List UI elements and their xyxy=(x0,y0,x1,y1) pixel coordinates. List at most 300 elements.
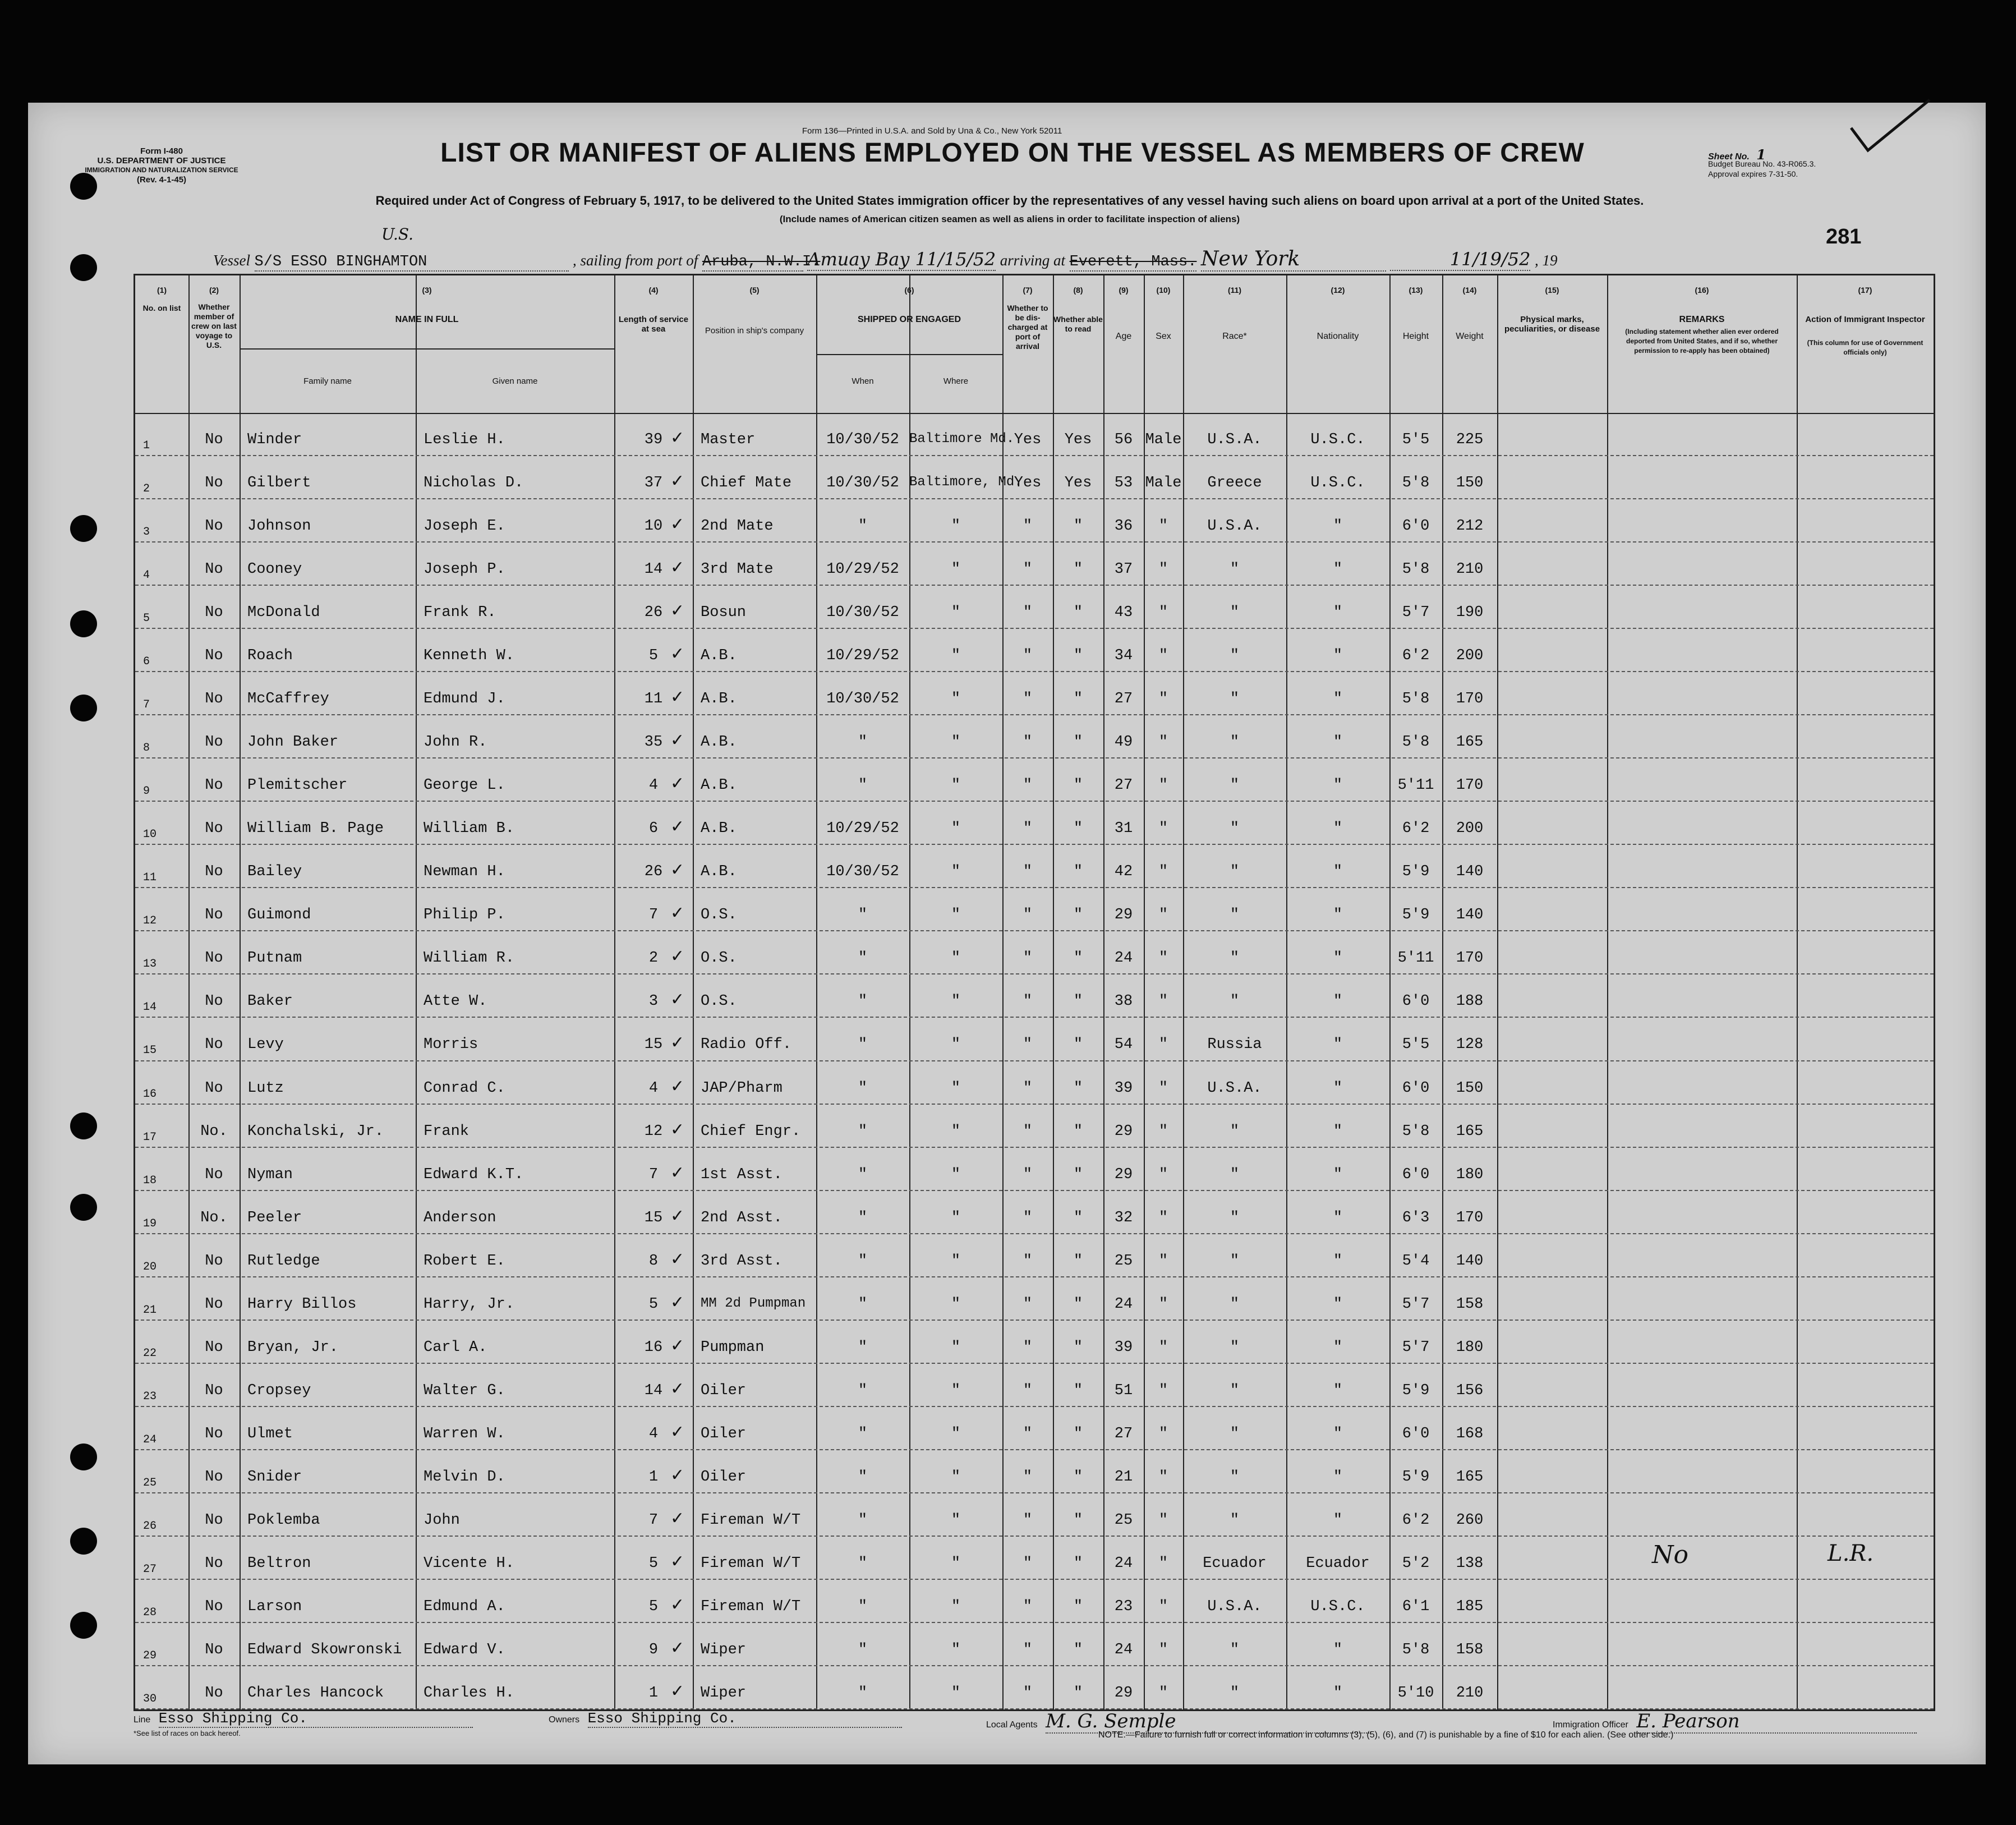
cell-given-name: George L. xyxy=(424,777,505,794)
cell-weight: 225 xyxy=(1456,431,1484,449)
cell-sex: " xyxy=(1158,1511,1168,1529)
cell-shipped-when: " xyxy=(858,518,868,535)
tick-icon: ✓ xyxy=(670,644,685,664)
subheader-divider xyxy=(240,348,614,350)
cell-given-name: Warren W. xyxy=(424,1425,505,1442)
cell-given-name: Harry, Jr. xyxy=(424,1295,515,1313)
cell-shipped-when: " xyxy=(858,1684,868,1702)
cell-position: Wiper xyxy=(701,1641,747,1658)
cell-nationality: " xyxy=(1333,518,1343,535)
row-number: 3 xyxy=(143,526,150,539)
cell-able-to-read: " xyxy=(1073,604,1083,622)
cell-crew-status: No xyxy=(205,604,223,622)
vessel-line xyxy=(213,225,1558,272)
row-number: 22 xyxy=(143,1346,157,1360)
cell-weight: 165 xyxy=(1456,1468,1484,1486)
header-discharged: Whether to be dis-charged at port of arrival xyxy=(1007,304,1048,351)
cell-shipped-when: " xyxy=(858,1382,868,1399)
officer-label: Immigration Officer xyxy=(1553,1720,1628,1730)
cell-sex: " xyxy=(1158,561,1168,578)
cell-given-name: Newman H. xyxy=(424,863,505,881)
cell-discharged: " xyxy=(1023,950,1033,967)
cell-able-to-read: " xyxy=(1073,1555,1083,1572)
cell-weight: 185 xyxy=(1456,1598,1484,1615)
cell-sex: Male xyxy=(1145,475,1182,492)
cell-family-name: Baker xyxy=(247,993,293,1010)
table-row xyxy=(135,1234,1934,1277)
cell-age: 24 xyxy=(1114,950,1133,967)
cell-age: 27 xyxy=(1114,691,1133,708)
cell-crew-status: No. xyxy=(200,1123,228,1140)
vessel-label: Vessel xyxy=(213,252,250,269)
cell-family-name: Cropsey xyxy=(247,1382,311,1399)
row-number: 17 xyxy=(143,1130,157,1144)
cell-weight: 150 xyxy=(1456,475,1484,492)
cell-shipped-when: " xyxy=(858,1641,868,1658)
cell-length-of-service: 8 xyxy=(648,1252,659,1270)
cell-discharged: " xyxy=(1023,691,1033,708)
cell-race: " xyxy=(1230,561,1240,578)
cell-height: 5'8 xyxy=(1402,1641,1430,1658)
cell-sex: " xyxy=(1158,1295,1168,1313)
cell-race: U.S.A. xyxy=(1207,1598,1262,1615)
cell-crew-status: No xyxy=(205,1425,223,1442)
cell-position: Oiler xyxy=(701,1382,747,1399)
table-row xyxy=(135,802,1934,845)
cell-shipped-where: " xyxy=(951,1295,961,1313)
cell-weight: 180 xyxy=(1456,1166,1484,1183)
cell-nationality: " xyxy=(1333,1511,1343,1529)
column-number-12: (12) xyxy=(1331,286,1345,295)
cell-given-name: Conrad C. xyxy=(424,1079,505,1097)
cell-discharged: " xyxy=(1023,1684,1033,1702)
cell-crew-status: No xyxy=(205,1295,223,1313)
cell-given-name: Walter G. xyxy=(424,1382,505,1399)
cell-nationality: " xyxy=(1333,863,1343,881)
cell-nationality: U.S.C. xyxy=(1310,475,1365,492)
cell-length-of-service: 5 xyxy=(648,1555,659,1572)
cell-family-name: Bryan, Jr. xyxy=(247,1339,339,1356)
cell-height: 6'0 xyxy=(1402,518,1430,535)
cell-able-to-read: " xyxy=(1073,561,1083,578)
cell-family-name: William B. Page xyxy=(247,820,384,838)
cell-length-of-service: 4 xyxy=(648,1079,659,1097)
cell-family-name: Guimond xyxy=(247,907,311,924)
cell-weight: 156 xyxy=(1456,1382,1484,1399)
header-remarks: REMARKS xyxy=(1679,315,1725,324)
cell-family-name: Lutz xyxy=(247,1079,284,1097)
cell-position: A.B. xyxy=(701,647,737,665)
cell-weight: 188 xyxy=(1456,993,1484,1010)
page-title: LIST OR MANIFEST OF ALIENS EMPLOYED ON THE VESSEL AS MEMBERS OF CREW xyxy=(440,138,1585,168)
cell-crew-status: No xyxy=(205,691,223,708)
cell-sex: " xyxy=(1158,604,1168,622)
approval-expiry: Approval expires 7-31-50. xyxy=(1708,169,1798,178)
cell-position: O.S. xyxy=(701,907,737,924)
cell-nationality: " xyxy=(1333,734,1343,751)
header-name-in-full: NAME IN FULL xyxy=(395,315,459,324)
arrival-date-handwritten: 11/19/52 xyxy=(1390,249,1530,271)
row-number: 16 xyxy=(143,1087,157,1101)
row-number: 15 xyxy=(143,1044,157,1058)
header-list-number: No. on list xyxy=(142,304,181,312)
row-number: 25 xyxy=(143,1476,157,1490)
owners-label: Owners xyxy=(549,1715,580,1725)
cell-weight: 138 xyxy=(1456,1555,1484,1572)
tick-icon: ✓ xyxy=(670,1378,685,1399)
cell-able-to-read: " xyxy=(1073,777,1083,794)
tick-icon: ✓ xyxy=(670,1162,685,1183)
cell-weight: 158 xyxy=(1456,1295,1484,1313)
cell-sex: " xyxy=(1158,1641,1168,1658)
cell-nationality: " xyxy=(1333,1166,1343,1183)
cell-discharged: " xyxy=(1023,863,1033,881)
cell-age: 56 xyxy=(1114,431,1133,449)
cell-position: A.B. xyxy=(701,820,737,838)
cell-given-name: Joseph P. xyxy=(424,561,505,578)
punch-hole xyxy=(70,695,97,721)
cell-discharged: " xyxy=(1023,1166,1033,1183)
cell-crew-status: No xyxy=(205,863,223,881)
cell-able-to-read: " xyxy=(1073,1511,1083,1529)
column-number-8: (8) xyxy=(1073,286,1083,295)
cell-position: O.S. xyxy=(701,993,737,1010)
cell-length-of-service: 14 xyxy=(644,1382,663,1399)
table-row xyxy=(135,413,1934,456)
cell-age: 51 xyxy=(1114,1382,1133,1399)
cell-nationality: U.S.C. xyxy=(1310,431,1365,449)
cell-race: " xyxy=(1230,1166,1240,1183)
agents-label: Local Agents xyxy=(986,1720,1038,1730)
cell-shipped-when: " xyxy=(858,1079,868,1097)
cell-height: 6'2 xyxy=(1402,820,1430,838)
cell-able-to-read: " xyxy=(1073,820,1083,838)
cell-family-name: Cooney xyxy=(247,561,302,578)
cell-discharged: " xyxy=(1023,1598,1033,1615)
cell-shipped-where: " xyxy=(951,863,961,881)
punch-hole xyxy=(70,515,97,542)
cell-shipped-where: " xyxy=(951,1209,961,1226)
cell-nationality: " xyxy=(1333,1123,1343,1140)
cell-crew-status: No xyxy=(205,1382,223,1399)
cell-crew-status: No xyxy=(205,820,223,838)
cell-discharged: " xyxy=(1023,561,1033,578)
cell-given-name: Morris xyxy=(424,1036,478,1054)
table-row xyxy=(135,1623,1934,1666)
cell-sex: " xyxy=(1158,734,1168,751)
cell-nationality: " xyxy=(1333,561,1343,578)
cell-age: 29 xyxy=(1114,1123,1133,1140)
cell-sex: " xyxy=(1158,1468,1168,1486)
cell-remarks: No xyxy=(1652,1540,1688,1569)
cell-crew-status: No xyxy=(205,518,223,535)
cell-height: 5'9 xyxy=(1402,1382,1430,1399)
cell-weight: 170 xyxy=(1456,777,1484,794)
cell-age: 25 xyxy=(1114,1511,1133,1529)
cell-height: 6'0 xyxy=(1402,1166,1430,1183)
row-number: 4 xyxy=(143,569,150,582)
cell-able-to-read: " xyxy=(1073,1252,1083,1270)
table-row xyxy=(135,1321,1934,1364)
cell-sex: " xyxy=(1158,777,1168,794)
cell-shipped-where: Baltimore Md. xyxy=(909,431,1015,447)
cell-crew-status: No xyxy=(205,993,223,1010)
cell-sex: " xyxy=(1158,993,1168,1010)
tick-icon: ✓ xyxy=(670,1292,685,1312)
cell-family-name: McCaffrey xyxy=(247,691,329,708)
cell-given-name: Frank R. xyxy=(424,604,496,622)
agents-value: M. G. Semple xyxy=(1046,1710,1371,1734)
row-number: 2 xyxy=(143,482,150,496)
table-row xyxy=(135,1191,1934,1234)
table-row xyxy=(135,931,1934,974)
cell-height: 5'7 xyxy=(1402,1339,1430,1356)
cell-shipped-where: " xyxy=(951,820,961,838)
punch-hole xyxy=(70,1612,97,1639)
cell-given-name: Edmund A. xyxy=(424,1598,505,1615)
cell-discharged: " xyxy=(1023,993,1033,1010)
cell-discharged: " xyxy=(1023,1555,1033,1572)
arriving-port: Everett, Mass. xyxy=(1069,254,1197,270)
cell-shipped-when: 10/30/52 xyxy=(826,475,899,492)
cell-position: Pumpman xyxy=(701,1339,765,1356)
cell-race: U.S.A. xyxy=(1207,1079,1262,1097)
cell-position: A.B. xyxy=(701,777,737,794)
cell-height: 5'4 xyxy=(1402,1252,1430,1270)
cell-shipped-where: " xyxy=(951,993,961,1010)
cell-shipped-when: 10/30/52 xyxy=(826,863,899,881)
sailing-label: , sailing from port of xyxy=(573,252,698,269)
table-row xyxy=(135,888,1934,931)
cell-sex: " xyxy=(1158,1036,1168,1054)
officer-value: E. Pearson xyxy=(1636,1710,1917,1734)
column-number-3: (3) xyxy=(422,286,432,295)
cell-able-to-read: Yes xyxy=(1064,475,1092,492)
crew-table xyxy=(134,274,1935,1711)
cell-position: 1st Asst. xyxy=(701,1166,783,1183)
row-number: 26 xyxy=(143,1519,157,1533)
cell-height: 5'5 xyxy=(1402,1036,1430,1054)
row-number: 29 xyxy=(143,1649,157,1662)
cell-age: 27 xyxy=(1114,777,1133,794)
cell-able-to-read: " xyxy=(1073,907,1083,924)
cell-shipped-where: " xyxy=(951,1555,961,1572)
cell-crew-status: No xyxy=(205,777,223,794)
cell-height: 5'9 xyxy=(1402,1468,1430,1486)
cell-discharged: " xyxy=(1023,647,1033,665)
cell-able-to-read: " xyxy=(1073,1468,1083,1486)
row-number: 8 xyxy=(143,742,150,755)
column-number-11: (11) xyxy=(1227,286,1242,295)
cell-length-of-service: 35 xyxy=(644,734,663,751)
tick-icon: ✓ xyxy=(670,1681,685,1701)
cell-length-of-service: 15 xyxy=(644,1036,663,1054)
cell-nationality: " xyxy=(1333,1295,1343,1313)
column-number-7: (7) xyxy=(1023,286,1033,295)
cell-position: A.B. xyxy=(701,863,737,881)
column-number-15: (15) xyxy=(1545,286,1559,295)
cell-weight: 260 xyxy=(1456,1511,1484,1529)
punch-hole xyxy=(70,1113,97,1139)
tick-icon: ✓ xyxy=(670,1465,685,1485)
cell-shipped-when: " xyxy=(858,734,868,751)
cell-discharged: " xyxy=(1023,1468,1033,1486)
vessel-handwritten: U.S. xyxy=(381,225,414,243)
cell-able-to-read: Yes xyxy=(1064,431,1092,449)
cell-sex: " xyxy=(1158,1123,1168,1140)
cell-given-name: Charles H. xyxy=(424,1684,515,1702)
tick-icon: ✓ xyxy=(670,1422,685,1442)
cell-given-name: John xyxy=(424,1511,460,1529)
cell-discharged: " xyxy=(1023,1252,1033,1270)
cell-discharged: Yes xyxy=(1014,431,1042,449)
cell-position: Chief Mate xyxy=(701,475,792,492)
cell-weight: 190 xyxy=(1456,604,1484,622)
cell-discharged: " xyxy=(1023,1209,1033,1226)
sailing-port: Aruba, N.W.I. xyxy=(702,254,821,270)
cell-race: Greece xyxy=(1207,475,1262,492)
cell-race: " xyxy=(1230,1382,1240,1399)
cell-sex: " xyxy=(1158,1252,1168,1270)
punch-hole xyxy=(70,1444,97,1470)
cell-length-of-service: 15 xyxy=(644,1209,663,1226)
cell-weight: 212 xyxy=(1456,518,1484,535)
cell-shipped-where: " xyxy=(951,734,961,751)
tick-icon: ✓ xyxy=(670,1594,685,1615)
cell-family-name: Plemitscher xyxy=(247,777,348,794)
service: IMMIGRATION AND NATURALIZATION SERVICE xyxy=(85,166,238,174)
row-number: 19 xyxy=(143,1217,157,1230)
cell-shipped-when: 10/30/52 xyxy=(826,691,899,708)
cell-given-name: Edmund J. xyxy=(424,691,505,708)
punch-hole xyxy=(70,610,97,637)
cell-crew-status: No xyxy=(205,1555,223,1572)
cell-able-to-read: " xyxy=(1073,691,1083,708)
cell-nationality: " xyxy=(1333,993,1343,1010)
cell-crew-status: No xyxy=(205,1598,223,1615)
cell-height: 6'0 xyxy=(1402,1425,1430,1442)
cell-family-name: Harry Billos xyxy=(247,1295,357,1313)
cell-nationality: Ecuador xyxy=(1306,1555,1370,1572)
cell-position: Bosun xyxy=(701,604,747,622)
arriving-port-handwritten: New York xyxy=(1201,247,1386,272)
cell-race: " xyxy=(1230,1209,1240,1226)
row-number: 6 xyxy=(143,655,150,669)
cell-sex: Male xyxy=(1145,431,1182,449)
tick-icon: ✓ xyxy=(670,1335,685,1355)
tick-icon: ✓ xyxy=(670,1076,685,1096)
cell-given-name: Anderson xyxy=(424,1209,496,1226)
row-number: 21 xyxy=(143,1303,157,1317)
cell-discharged: " xyxy=(1023,518,1033,535)
cell-nationality: " xyxy=(1333,1339,1343,1356)
cell-height: 6'2 xyxy=(1402,647,1430,665)
cell-race: " xyxy=(1230,1641,1240,1658)
cell-family-name: Edward Skowronski xyxy=(247,1641,402,1658)
cell-shipped-when: " xyxy=(858,1209,868,1226)
cell-race: " xyxy=(1230,950,1240,967)
cell-length-of-service: 1 xyxy=(648,1468,659,1486)
tick-icon: ✓ xyxy=(670,687,685,707)
punch-hole xyxy=(70,1528,97,1555)
cell-given-name: Joseph E. xyxy=(424,518,505,535)
cell-height: 6'0 xyxy=(1402,993,1430,1010)
cell-sex: " xyxy=(1158,1209,1168,1226)
cell-nationality: " xyxy=(1333,647,1343,665)
cell-nationality: " xyxy=(1333,1036,1343,1054)
cell-weight: 180 xyxy=(1456,1339,1484,1356)
cell-position: O.S. xyxy=(701,950,737,967)
header-position: Position in ship's company xyxy=(705,326,804,335)
cell-sex: " xyxy=(1158,1598,1168,1615)
cell-crew-status: No xyxy=(205,1511,223,1529)
cell-position: A.B. xyxy=(701,691,737,708)
cell-race: " xyxy=(1230,1339,1240,1356)
cell-length-of-service: 5 xyxy=(648,1295,659,1313)
header-shipped-engaged: SHIPPED OR ENGAGED xyxy=(857,315,961,324)
tick-icon: ✓ xyxy=(670,946,685,967)
column-number-17: (17) xyxy=(1858,286,1872,295)
header-race: Race* xyxy=(1222,332,1247,341)
cell-family-name: Larson xyxy=(247,1598,302,1615)
cell-age: 39 xyxy=(1114,1339,1133,1356)
cell-family-name: Putnam xyxy=(247,950,302,967)
cell-age: 31 xyxy=(1114,820,1133,838)
sheet-label: Sheet No. xyxy=(1708,152,1750,162)
cell-family-name: Rutledge xyxy=(247,1252,320,1270)
cell-discharged: " xyxy=(1023,1382,1033,1399)
cell-nationality: " xyxy=(1333,604,1343,622)
cell-discharged: " xyxy=(1023,907,1033,924)
column-number-4: (4) xyxy=(648,286,659,295)
cell-age: 42 xyxy=(1114,863,1133,881)
cell-crew-status: No xyxy=(205,1252,223,1270)
punch-hole xyxy=(70,1194,97,1221)
cell-length-of-service: 5 xyxy=(648,1598,659,1615)
cell-shipped-where: " xyxy=(951,1425,961,1442)
form-identification xyxy=(77,146,246,185)
cell-shipped-when: " xyxy=(858,777,868,794)
cell-weight: 140 xyxy=(1456,863,1484,881)
cell-family-name: Nyman xyxy=(247,1166,293,1183)
tick-icon: ✓ xyxy=(670,558,685,578)
cell-discharged: " xyxy=(1023,1425,1033,1442)
cell-shipped-where: " xyxy=(951,1684,961,1702)
table-row xyxy=(135,586,1934,629)
cell-length-of-service: 26 xyxy=(644,863,663,881)
tick-icon: ✓ xyxy=(670,514,685,535)
cell-family-name: Poklemba xyxy=(247,1511,320,1529)
column-number-1: (1) xyxy=(157,286,167,295)
row-number: 1 xyxy=(143,439,150,453)
cell-crew-status: No xyxy=(205,1684,223,1702)
cell-race: " xyxy=(1230,1425,1240,1442)
cell-able-to-read: " xyxy=(1073,1598,1083,1615)
cell-given-name: John R. xyxy=(424,734,487,751)
cell-height: 6'1 xyxy=(1402,1598,1430,1615)
cell-crew-status: No xyxy=(205,907,223,924)
cell-shipped-where: " xyxy=(951,1339,961,1356)
cell-family-name: Gilbert xyxy=(247,475,311,492)
cell-length-of-service: 7 xyxy=(648,907,659,924)
cell-height: 5'7 xyxy=(1402,604,1430,622)
header-when: When xyxy=(851,376,874,386)
cell-able-to-read: " xyxy=(1073,1382,1083,1399)
cell-height: 5'8 xyxy=(1402,475,1430,492)
revision: (Rev. 4-1-45) xyxy=(136,175,187,185)
cell-shipped-when: " xyxy=(858,950,868,967)
cell-sex: " xyxy=(1158,1684,1168,1702)
